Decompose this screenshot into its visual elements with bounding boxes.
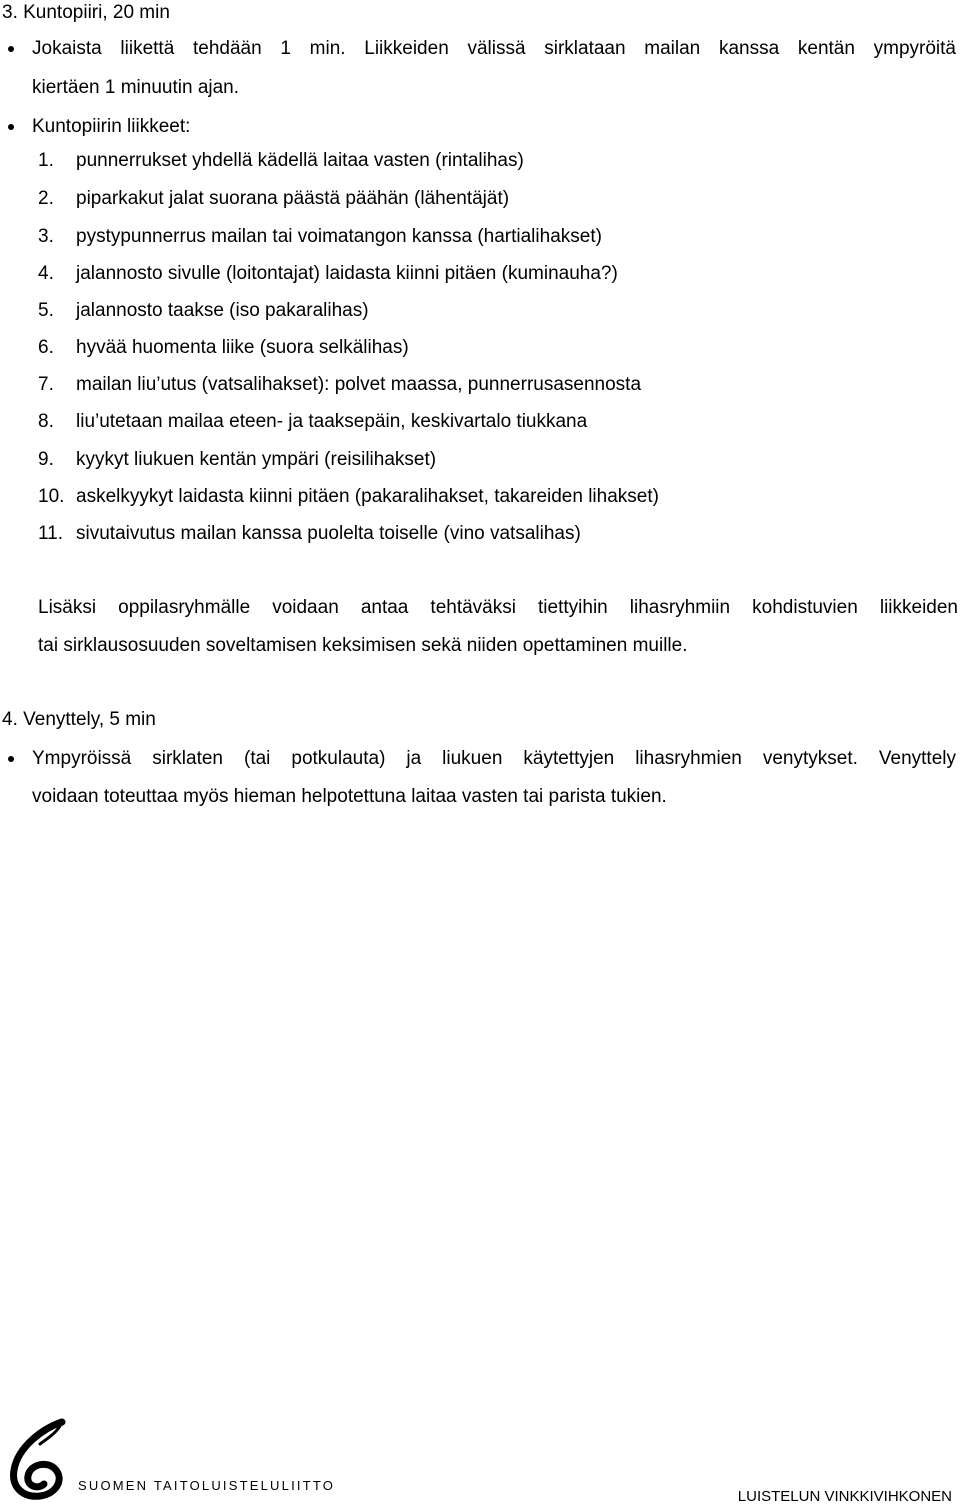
list-item-text: piparkakut jalat suorana päästä päähän (lähentäjät): [76, 188, 510, 209]
bullet-icon: [8, 756, 14, 762]
list-item-number: 6.: [38, 337, 54, 358]
list-item-number: 9.: [38, 449, 54, 470]
list-item-text: mailan liu’utus (vatsalihakset): polvet maassa, punnerrusasennosta: [76, 374, 642, 395]
list-item-number: 8.: [38, 411, 54, 432]
bullet-text: Kuntopiirin liikkeet:: [32, 116, 191, 137]
list-item-number: 10.: [38, 486, 65, 507]
list-item-number: 5.: [38, 300, 54, 321]
list-item-text: liu’utetaan mailaa eteen- ja taaksepäin, keskivartalo tiukkana: [76, 411, 588, 432]
list-item-number: 7.: [38, 374, 54, 395]
footer-text: LUISTELUN VINKKIVIHKONEN: [737, 1488, 952, 1505]
list-item-number: 2.: [38, 188, 54, 209]
logo-text: SUOMEN TAITOLUISTELULIITTO: [78, 1478, 336, 1493]
stylized-skater-swirl-icon: [4, 1418, 76, 1500]
section-heading-venyttely: 4. Venyttely, 5 min: [2, 709, 156, 730]
list-item-text: pystypunnerrus mailan tai voimatangon kanssa (hartialihakset): [76, 226, 602, 247]
paragraph-line: Lisäksi oppilasryhmälle voidaan antaa tehtäväksi tiettyihin lihasryhmiin kohdistuvien liikkeiden: [38, 597, 958, 618]
list-item-text: sivutaivutus mailan kanssa puolelta toiselle (vino vatsalihas): [76, 523, 581, 544]
list-item-text: hyvää huomenta liike (suora selkälihas): [76, 337, 409, 358]
bullet-text-line: Ympyröissä sirklaten (tai potkulauta) ja liukuen käytettyjen lihasryhmien venytykset. Venyttely: [32, 748, 956, 769]
section-heading-kuntopiiri: 3. Kuntopiiri, 20 min: [2, 2, 170, 23]
bullet-text-line: voidaan toteuttaa myös hieman helpotettuna laitaa vasten tai parista tukien.: [32, 786, 667, 807]
list-item-text: jalannosto sivulle (loitontajat) laidasta kiinni pitäen (kuminauha?): [76, 263, 618, 284]
list-item-number: 1.: [38, 150, 54, 171]
list-item-text: askelkyykyt laidasta kiinni pitäen (pakaralihakset, takareiden lihakset): [76, 486, 659, 507]
bullet-icon: [8, 124, 14, 130]
list-item-number: 4.: [38, 263, 54, 284]
bullet-icon: [8, 46, 14, 52]
bullet-text-line: kiertäen 1 minuutin ajan.: [32, 77, 240, 98]
list-item-text: kyykyt liukuen kentän ympäri (reisilihakset): [76, 449, 437, 470]
list-item-number: 11.: [38, 523, 64, 544]
paragraph-line: tai sirklausosuuden soveltamisen keksimisen sekä niiden opettaminen muille.: [38, 635, 688, 656]
list-item-number: 3.: [38, 226, 54, 247]
list-item-text: punnerrukset yhdellä kädellä laitaa vasten (rintalihas): [76, 150, 524, 171]
bullet-text-line: Jokaista liikettä tehdään 1 min. Liikkeiden välissä sirklataan mailan kanssa kentän ympyröitä: [32, 38, 956, 59]
list-item-text: jalannosto taakse (iso pakaralihas): [76, 300, 369, 321]
